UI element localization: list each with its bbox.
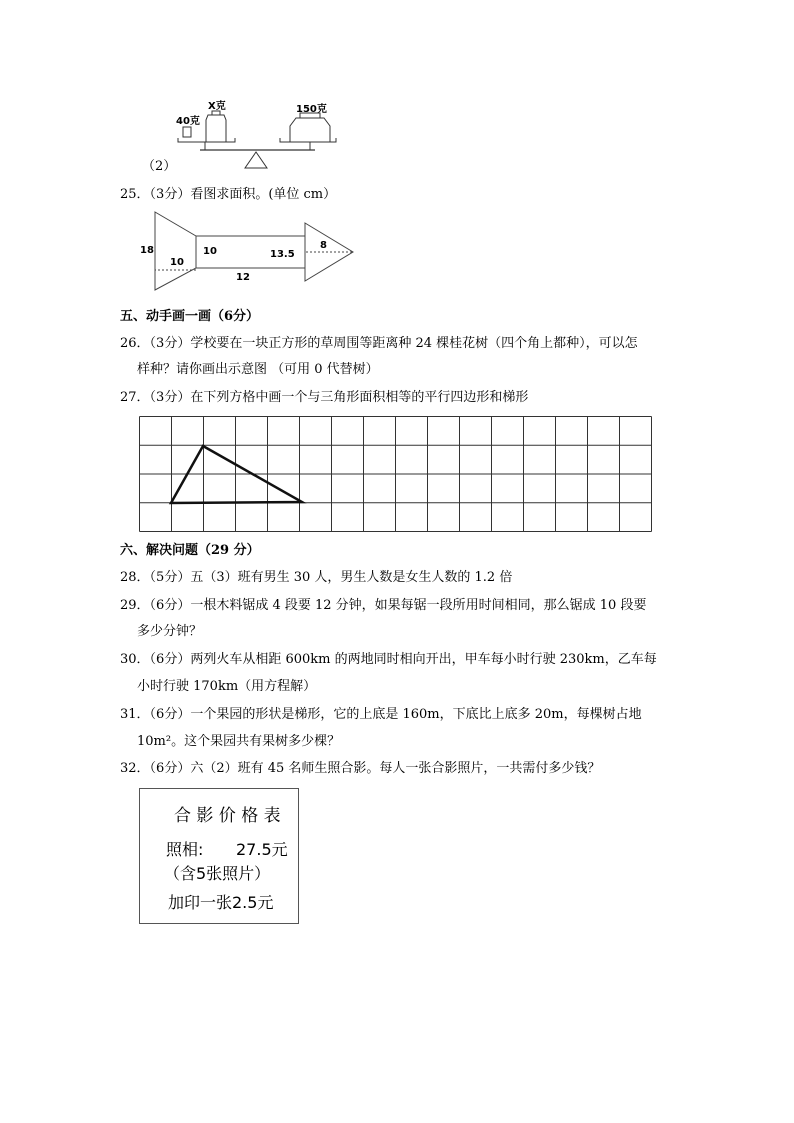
- q30-line1: 30．（6分）两列火车从相距 600km 的两地同时相向开出，甲车每小时行驶 230km，乙车每: [120, 652, 657, 667]
- photo-price-table: [139, 788, 299, 924]
- mid-weight-label: X克: [208, 101, 226, 112]
- left-weight-label: 40克: [176, 116, 200, 127]
- right-weight-label: 150克: [296, 104, 327, 115]
- extra-print-price: 加印一张2.5元: [168, 893, 274, 912]
- q31-line2: 10m²。这个果园共有果树多少棵？: [137, 734, 341, 749]
- q29-line1: 29．（6分）一根木料锯成 4 段要 12 分钟，如果每锯一段所用时间相同，那么锯成 10 段要: [120, 598, 647, 613]
- section-6-title: 六、解决问题（29 分）: [120, 543, 260, 558]
- q24-sub-label: （2）: [142, 159, 177, 174]
- q27-text: 27．（3分）在下列方格中画一个与三角形面积相等的平行四边形和梯形: [120, 390, 529, 405]
- photo-price: 27.5元: [236, 840, 288, 859]
- q30-line2: 小时行驶 170km（用方程解）: [137, 679, 317, 694]
- q28-text: 28．（5分）五（3）班有男生 30 人，男生人数是女生人数的 1.2 倍: [120, 570, 513, 585]
- included-photos: （含5张照片）: [164, 864, 271, 883]
- label-12: 12: [236, 272, 250, 283]
- q29-line2: 多少分钟？: [137, 624, 203, 639]
- label-8: 8: [320, 240, 327, 251]
- label-10-rect: 10: [203, 246, 217, 257]
- photo-label: 照相:: [166, 840, 204, 859]
- q32-text: 32．（6分）六（2）班有 45 名师生照合影。每人一张合影照片，一共需付多少钱？: [120, 761, 601, 776]
- price-table-title: 合 影 价 格 表: [174, 806, 281, 826]
- drawing-grid[interactable]: [139, 416, 652, 532]
- label-10-trapezoid: 10: [170, 257, 184, 268]
- q26-line2: 样种？请你画出示意图 （可用 0 代替树）: [137, 362, 379, 377]
- q26-line1: 26．（3分）学校要在一块正方形的草周围等距离种 24 棵桂花树（四个角上都种），可以怎: [120, 336, 638, 351]
- section-5-title: 五、动手画一画（6分）: [120, 309, 260, 324]
- rocket-shape-drawing: [0, 0, 794, 300]
- q25-text: 25．（3分）看图求面积。(单位 cm）: [120, 187, 337, 202]
- q31-line1: 31．（6分）一个果园的形状是梯形，它的上底是 160m，下底比上底多 20m，每棵树占地: [120, 707, 642, 722]
- label-13-5: 13.5: [270, 249, 295, 260]
- label-18: 18: [140, 245, 154, 256]
